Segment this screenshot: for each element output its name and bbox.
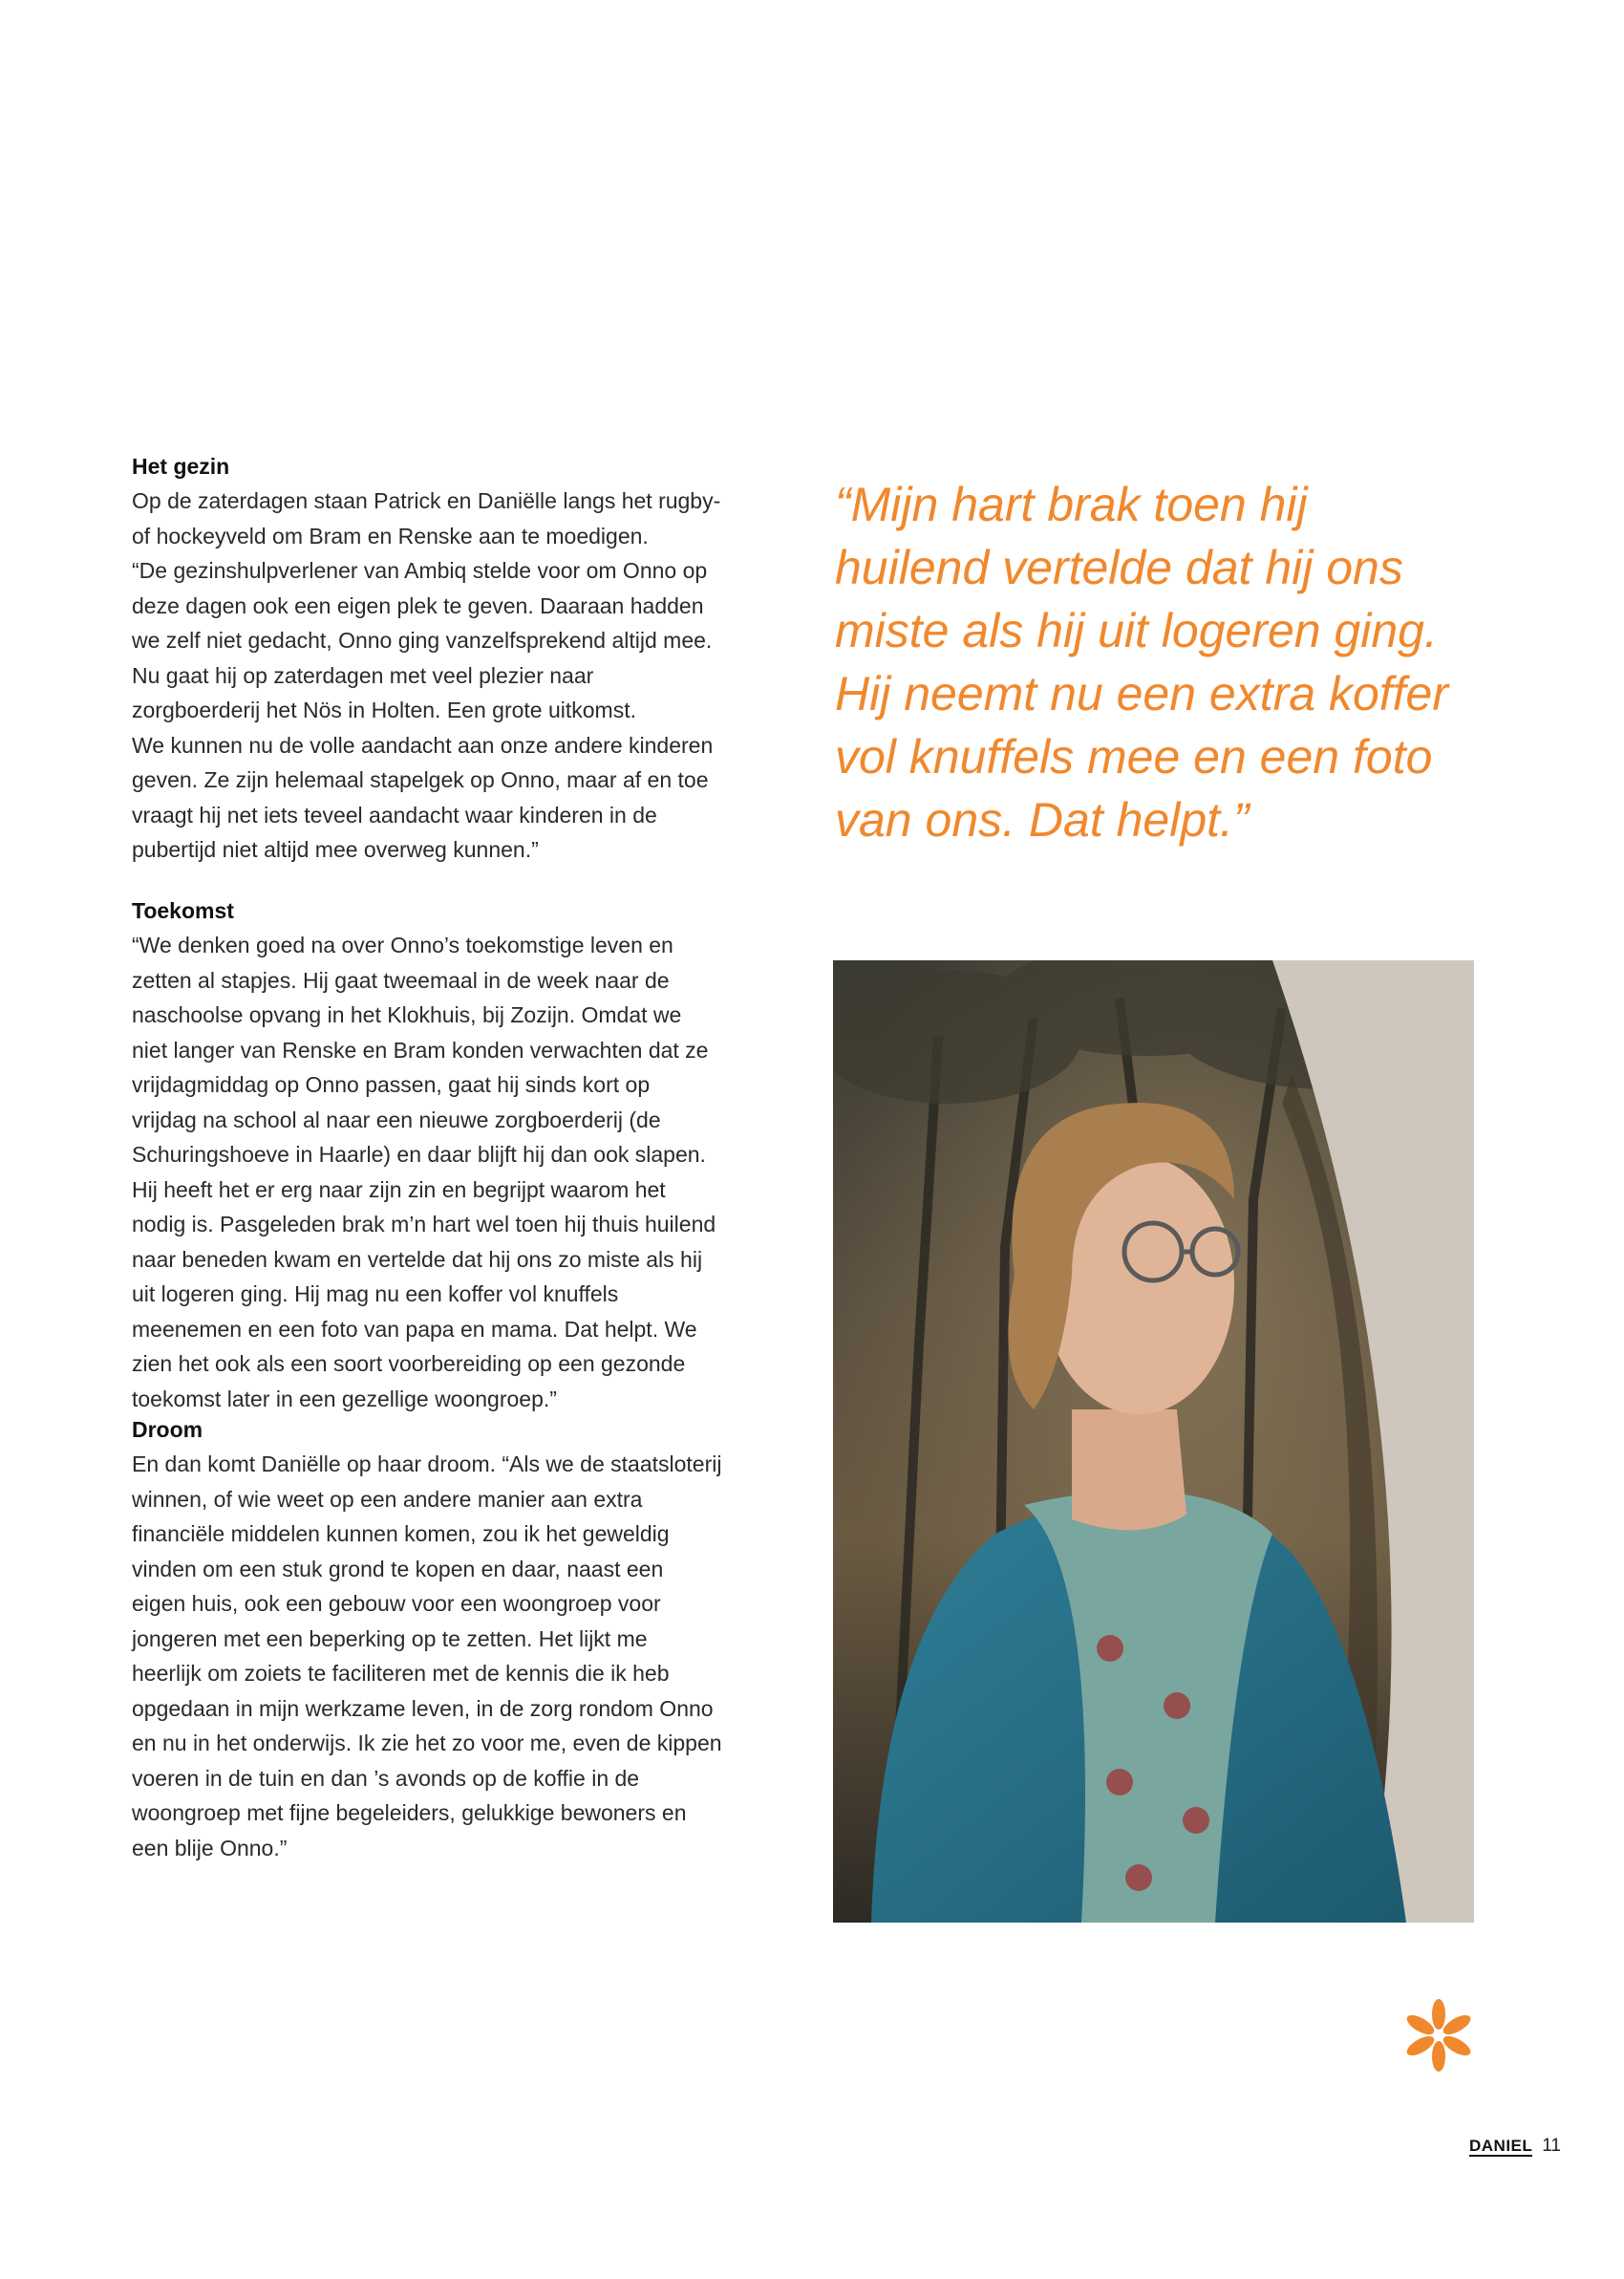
text-line: meenemen en een foto van papa en mama. Dat helpt. We: [132, 1316, 697, 1342]
text-line: opgedaan in mijn werkzame leven, in de zorg rondom Onno: [132, 1695, 714, 1721]
text-line: “De gezinshulpverlener van Ambiq stelde voor om Onno op: [132, 558, 708, 583]
text-line: zetten al stapjes. Hij gaat tweemaal in de week naar de: [132, 967, 670, 993]
section-droom: [132, 1412, 722, 1865]
quote-line: miste als hij uit logeren ging.: [835, 604, 1438, 657]
page-number: 11: [1542, 2136, 1561, 2156]
text-line: pubertijd niet altijd mee overweg kunnen.”: [132, 837, 539, 862]
text-line: toekomst later in een gezellige woongroep.”: [132, 1386, 557, 1411]
text-line: woongroep met fijne begeleiders, gelukkige bewoners en: [132, 1800, 687, 1825]
section-heading: Het gezin: [132, 454, 230, 479]
text-line: We kunnen nu de volle aandacht aan onze andere kinderen: [132, 732, 714, 758]
text-line: deze dagen ook een eigen plek te geven. Daaraan hadden: [132, 592, 704, 618]
text-line: vraagt hij net iets teveel aandacht waar kinderen in de: [132, 802, 657, 828]
section-toekomst: [132, 893, 716, 1416]
text-line: “We denken goed na over Onno’s toekomstige leven en: [132, 933, 673, 957]
text-line: een blije Onno.”: [132, 1835, 288, 1860]
text-line: heerlijk om zoiets te faciliteren met de kennis die ik heb: [132, 1661, 670, 1686]
text-line: uit logeren ging. Hij mag nu een koffer vol knuffels: [132, 1281, 619, 1306]
quote-line: huilend vertelde dat hij ons: [835, 541, 1403, 594]
text-line: Nu gaat hij op zaterdagen met veel plezier naar: [132, 662, 594, 688]
magazine-brand: DANIEL: [1468, 2137, 1533, 2155]
asterisk-icon: [1400, 1997, 1477, 2074]
text-line: en nu in het onderwijs. Ik zie het zo voor me, even de kippen: [132, 1731, 722, 1755]
quote-line: vol knuffels mee en een foto: [835, 730, 1433, 784]
text-line: zien het ook als een soort voorbereiding op een gezonde: [132, 1351, 686, 1376]
text-line: En dan komt Daniëlle op haar droom. “Als we de staatsloterij: [132, 1451, 722, 1476]
quote-line: van ons. Dat helpt.”: [835, 793, 1250, 847]
section-paragraph: [132, 928, 716, 1416]
text-line: vrijdagmiddag op Onno passen, gaat hij sinds kort op: [132, 1072, 651, 1097]
text-line: Hij heeft het er erg naar zijn zin en begrijpt waarom het: [132, 1176, 666, 1202]
text-line: naar beneden kwam en vertelde dat hij ons zo miste als hij: [132, 1246, 703, 1272]
text-line: winnen, of wie weet op een andere manier aan extra: [132, 1486, 643, 1512]
text-line: of hockeyveld om Bram en Renske aan te moedigen.: [132, 523, 649, 548]
text-line: jongeren met een beperking op te zetten. Het lijkt me: [132, 1625, 648, 1651]
section-heading: Droom: [132, 1417, 203, 1442]
text-line: voeren in de tuin en dan ’s avonds op de koffie in de: [132, 1765, 640, 1791]
pull-quote: [835, 473, 1485, 851]
text-line: eigen huis, ook een gebouw voor een woongroep voor: [132, 1591, 661, 1616]
text-line: Op de zaterdagen staan Patrick en Daniëlle langs het rugby-: [132, 488, 721, 513]
text-line: nodig is. Pasgeleden brak m’n hart wel toen hij thuis huilend: [132, 1212, 716, 1236]
quote-line: Hij neemt nu een extra koffer: [835, 667, 1448, 720]
text-line: naschoolse opvang in het Klokhuis, bij Zozijn. Omdat we: [132, 1002, 682, 1027]
page-footer: [1469, 2136, 1561, 2157]
section-paragraph: [132, 1447, 722, 1865]
text-line: vinden om een stuk grond te kopen en daar, naast een: [132, 1556, 664, 1581]
text-line: zorgboerderij het Nös in Holten. Een grote uitkomst.: [132, 698, 636, 722]
text-line: we zelf niet gedacht, Onno ging vanzelfsprekend altijd mee.: [132, 628, 713, 653]
quote-line: “Mijn hart brak toen hij: [835, 478, 1308, 531]
text-line: geven. Ze zijn helemaal stapelgek op Onno, maar af en toe: [132, 767, 709, 792]
section-paragraph: [132, 484, 720, 868]
portrait-photo: [833, 960, 1474, 1923]
text-line: niet langer van Renske en Bram konden verwachten dat ze: [132, 1037, 709, 1063]
text-line: vrijdag na school al naar een nieuwe zorgboerderij (de: [132, 1107, 661, 1132]
text-line: financiële middelen kunnen komen, zou ik het geweldig: [132, 1521, 670, 1546]
text-line: Schuringshoeve in Haarle) en daar blijft hij dan ook slapen.: [132, 1142, 706, 1167]
section-het-gezin: [132, 449, 720, 868]
section-heading: Toekomst: [132, 898, 234, 923]
